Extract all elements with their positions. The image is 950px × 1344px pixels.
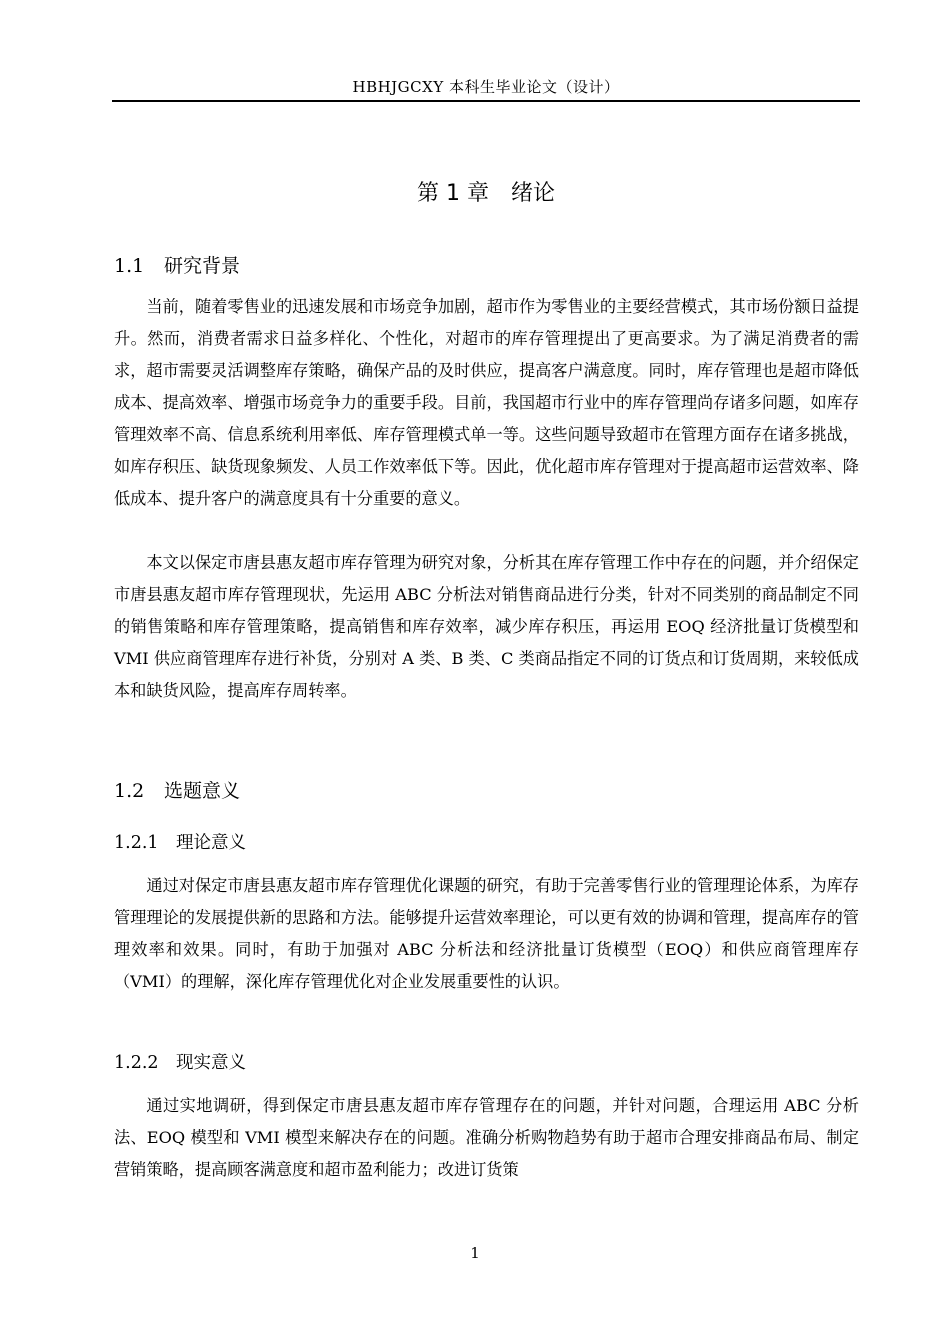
- subsection-heading-1-2-2: [114, 1050, 246, 1076]
- paragraph-research-background-1: 当前，随着零售业的迅速发展和市场竞争加剧，超市作为零售业的主要经营模式，其市场份额日益提升。然而，消费者需求日益多样化、个性化，对超市的库存管理提出了更高要求。为了满足消费者的需求，超市需要灵活调整库存策略，确保产品的及时供应，提高客户满意度。同时，库存管理也是超市降低成本、提高效率、增强市场竞争力的重要手段。目前，我国超市行业中的库存管理尚存诸多问题，如库存管理效率不高、信息系统利用率低、库存管理模式单一等。这些问题导致超市在管理方面存在诸多挑战，如库存积压、缺货现象频发、人员工作效率低下等。因此，优化超市库存管理对于提高超市运营效率、降低成本、提升客户的满意度具有十分重要的意义。: [114, 297, 859, 508]
- section-heading-1-1: [114, 253, 240, 279]
- subsection-title: 理论意义: [176, 833, 246, 853]
- running-header: HBHJGCXY 本科生毕业论文（设计）: [352, 78, 620, 96]
- chapter-title: [112, 178, 860, 210]
- subsection-heading-1-2-1: [114, 830, 246, 856]
- subsection-title: 现实意义: [176, 1053, 246, 1073]
- paragraph-theoretical-significance: 通过对保定市唐县惠友超市库存管理优化课题的研究，有助于完善零售行业的管理理论体系，为库存管理理论的发展提供新的思路和方法。能够提升运营效率理论，可以更有效的协调和管理，提高库存的管理效率和效果。同时，有助于加强对 ABC 分析法和经济批量订货模型（EOQ）和供应商管理库存（VMI）的理解，深化库存管理优化对企业发展重要性的认识。: [114, 876, 859, 991]
- section-number: 1.1: [114, 255, 145, 277]
- paragraph-research-background-2: 本文以保定市唐县惠友超市库存管理为研究对象，分析其在库存管理工作中存在的问题，并介绍保定市唐县惠友超市库存管理现状，先运用 ABC 分析法对销售商品进行分类，针对不同类别的商品制定不同的销售策略和库存管理策略，提高销售和库存效率，减少库存积压，再运用 EOQ 经济批量订货模型和 VMI 供应商管理库存进行补货，分别对 A 类、B 类、C 类商品指定不同的订货点和订货周期，来较低成本和缺货风险，提高库存周转率。: [114, 553, 859, 700]
- page-number: 1: [470, 1244, 480, 1262]
- subsection-number: 1.2.1: [114, 833, 159, 853]
- chapter-number: 第 1 章: [417, 181, 489, 206]
- chapter-name: 绪论: [510, 181, 555, 206]
- paragraph-practical-significance: 通过实地调研，得到保定市唐县惠友超市库存管理存在的问题，并针对问题，合理运用 ABC 分析法、EOQ 模型和 VMI 模型来解决存在的问题。准确分析购物趋势有助于超市合理安排商品布局、制定营销策略，提高顾客满意度和超市盈利能力；改进订货策: [114, 1096, 859, 1179]
- section-heading-1-2: [114, 778, 240, 804]
- section-title: 研究背景: [164, 255, 241, 277]
- section-title: 选题意义: [164, 780, 241, 802]
- section-number: 1.2: [114, 780, 145, 802]
- subsection-number: 1.2.2: [114, 1053, 159, 1073]
- header-rule: [112, 100, 860, 102]
